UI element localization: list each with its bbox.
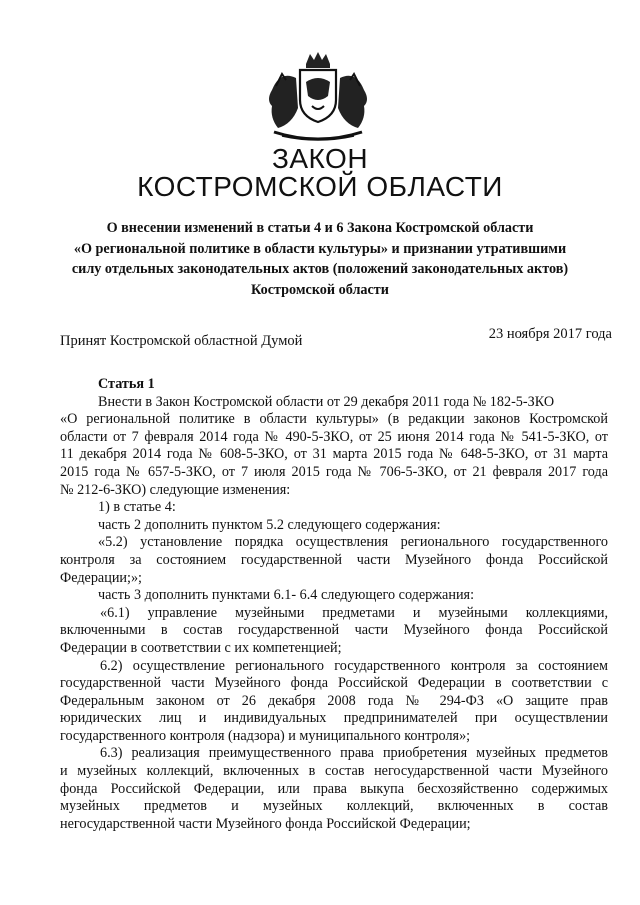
body-line: Федерации в соответствии с их компетенцией; [60, 639, 342, 656]
region-title: КОСТРОМСКОЙ ОБЛАСТИ [137, 171, 503, 202]
adopted-by: Принят Костромской областной Думой [60, 333, 303, 349]
body-line: часть 2 дополнить пунктом 5.2 следующего содержания: [98, 516, 441, 533]
law-subtitle [70, 218, 570, 300]
body-line: 1) в статье 4: [98, 499, 176, 516]
body-line: часть 3 дополнить пунктами 6.1- 6.4 следующего содержания: [98, 587, 475, 604]
subtitle-line: Костромской области [251, 281, 389, 298]
body-line: включенными в состав государственной части Музейного фонда Российской [60, 622, 608, 639]
body-line: 2015 года № 657-5-ЗКО, от 7 июля 2015 года № 706-5-ЗКО, от 21 февраля 2017 года [60, 463, 608, 480]
article-body [60, 376, 608, 833]
body-line: 11 декабря 2014 года № 608-5-ЗКО, от 31 марта 2015 года № 648-5-ЗКО, от 31 марта [60, 446, 608, 463]
body-line: Федеральным законом от 26 декабря 2008 года № 294-ФЗ «О защите прав [60, 692, 608, 709]
body-line: «6.1) управление музейными предметами и музейными коллекциями, [100, 604, 608, 621]
article-heading: Статья 1 [98, 376, 155, 392]
body-line: контроля за состоянием государственной части Музейного фонда Российской [60, 551, 608, 568]
body-line: фонда Российской Федерации, или права выкупа бесхозяйственно содержимых [60, 780, 608, 797]
subtitle-line: «О региональной политике в области культуры» и признании утратившими [73, 240, 567, 257]
subtitle-line: О внесении изменений в статьи 4 и 6 Закона Костромской области [106, 220, 534, 236]
body-line: юридических лиц и индивидуальных предпринимателей при осуществлении [60, 710, 608, 727]
coat-of-arms-emblem [262, 50, 374, 146]
body-line: 6.3) реализация преимущественного права приобретения музейных предметов [100, 745, 608, 762]
law-title: ЗАКОН [271, 143, 369, 174]
body-line: 6.2) осуществление регионального государственного контроля за состоянием [100, 657, 608, 674]
body-line: области от 7 февраля 2014 года № 490-5-ЗКО, от 25 июня 2014 года № 541-5-ЗКО, от [60, 428, 608, 445]
body-line: № 212-6-ЗКО) следующие изменения: [60, 481, 291, 498]
body-line: музейных предметов и музейных коллекций, включенных в состав [60, 798, 608, 815]
subtitle-line: силу отдельных законодательных актов (положений законодательных актов) [71, 261, 569, 277]
adopted-date: 23 ноября 2017 года [488, 326, 612, 342]
body-line: «5.2) установление порядка осуществления регионального государственного [98, 534, 608, 551]
body-line: Внести в Закон Костромской области от 29 декабря 2011 года № 182-5-ЗКО [98, 393, 555, 410]
body-line: негосударственной части Музейного фонда Российской Федерации; [60, 815, 471, 832]
body-line: Федерации;»; [60, 569, 142, 586]
body-line: государственного контроля (надзора) и муниципального контроля»; [60, 727, 471, 744]
body-line: «О региональной политике в области культуры» (в редакции законов Костромской [60, 411, 608, 428]
body-line: и музейных коллекций, включенных в состав негосударственной части Музейного [60, 763, 608, 780]
body-line: государственной части Музейного фонда Российской Федерации в соответствии с [60, 675, 608, 692]
